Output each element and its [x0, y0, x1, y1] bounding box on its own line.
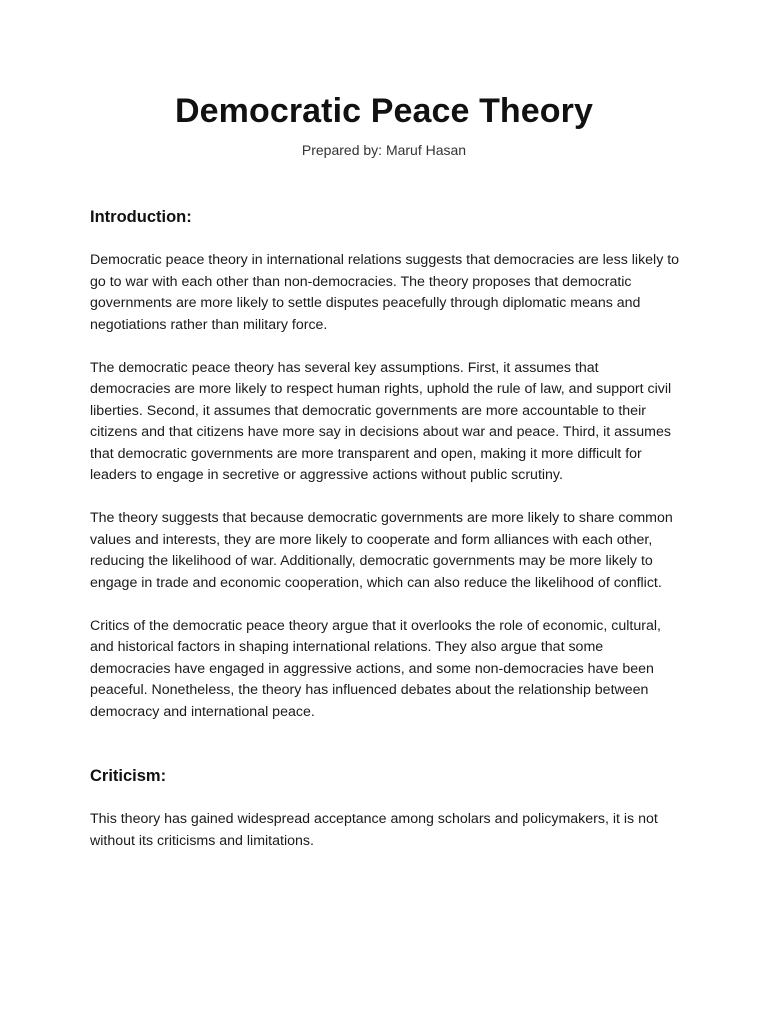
section-heading-criticism: Criticism:	[90, 767, 167, 785]
document-title: Democratic Peace Theory	[174, 92, 594, 130]
document-author-line: Prepared by: Maruf Hasan	[301, 142, 467, 158]
section-heading-introduction: Introduction:	[90, 208, 192, 226]
introduction-paragraph-2: The democratic peace theory has several key assumptions. First, it assumes that democracies are more likely to respect human rights, uphold the rule of law, and support civil liberties. Second, it assumes that democratic governments are more accountable to their citizens and that citizens have more say in decisions about war and peace. Third, it assumes that democratic governments are more transparent and open, making it more difficult for leaders to engage in secretive or aggressive actions without public scrutiny.	[90, 359, 672, 483]
introduction-paragraph-1: Democratic peace theory in international relations suggests that democracies are less likely to go to war with each other than non-democracies. The theory proposes that democratic governments are more likely to settle disputes peacefully through diplomatic means and negotiations rather than military force.	[90, 252, 680, 333]
document-body	[90, 206, 682, 852]
criticism-paragraph-1: This theory has gained widespread acceptance among scholars and policymakers, it is not without its criticisms and limitations.	[90, 811, 658, 849]
introduction-paragraph-3: The theory suggests that because democratic governments are more likely to share common values and interests, they are more likely to cooperate and form alliances with each other, reducing the likelihood of war. Additionally, democratic governments may be more likely to engage in trade and economic cooperation, which can also reduce the likelihood of conflict.	[90, 510, 673, 591]
introduction-paragraph-4: Critics of the democratic peace theory argue that it overlooks the role of economic, cultural, and historical factors in shaping international relations. They also argue that some democracies have engaged in aggressive actions, and some non-democracies have been peaceful. Nonetheless, the theory has influenced debates about the relationship between democracy and international peace.	[90, 617, 661, 720]
